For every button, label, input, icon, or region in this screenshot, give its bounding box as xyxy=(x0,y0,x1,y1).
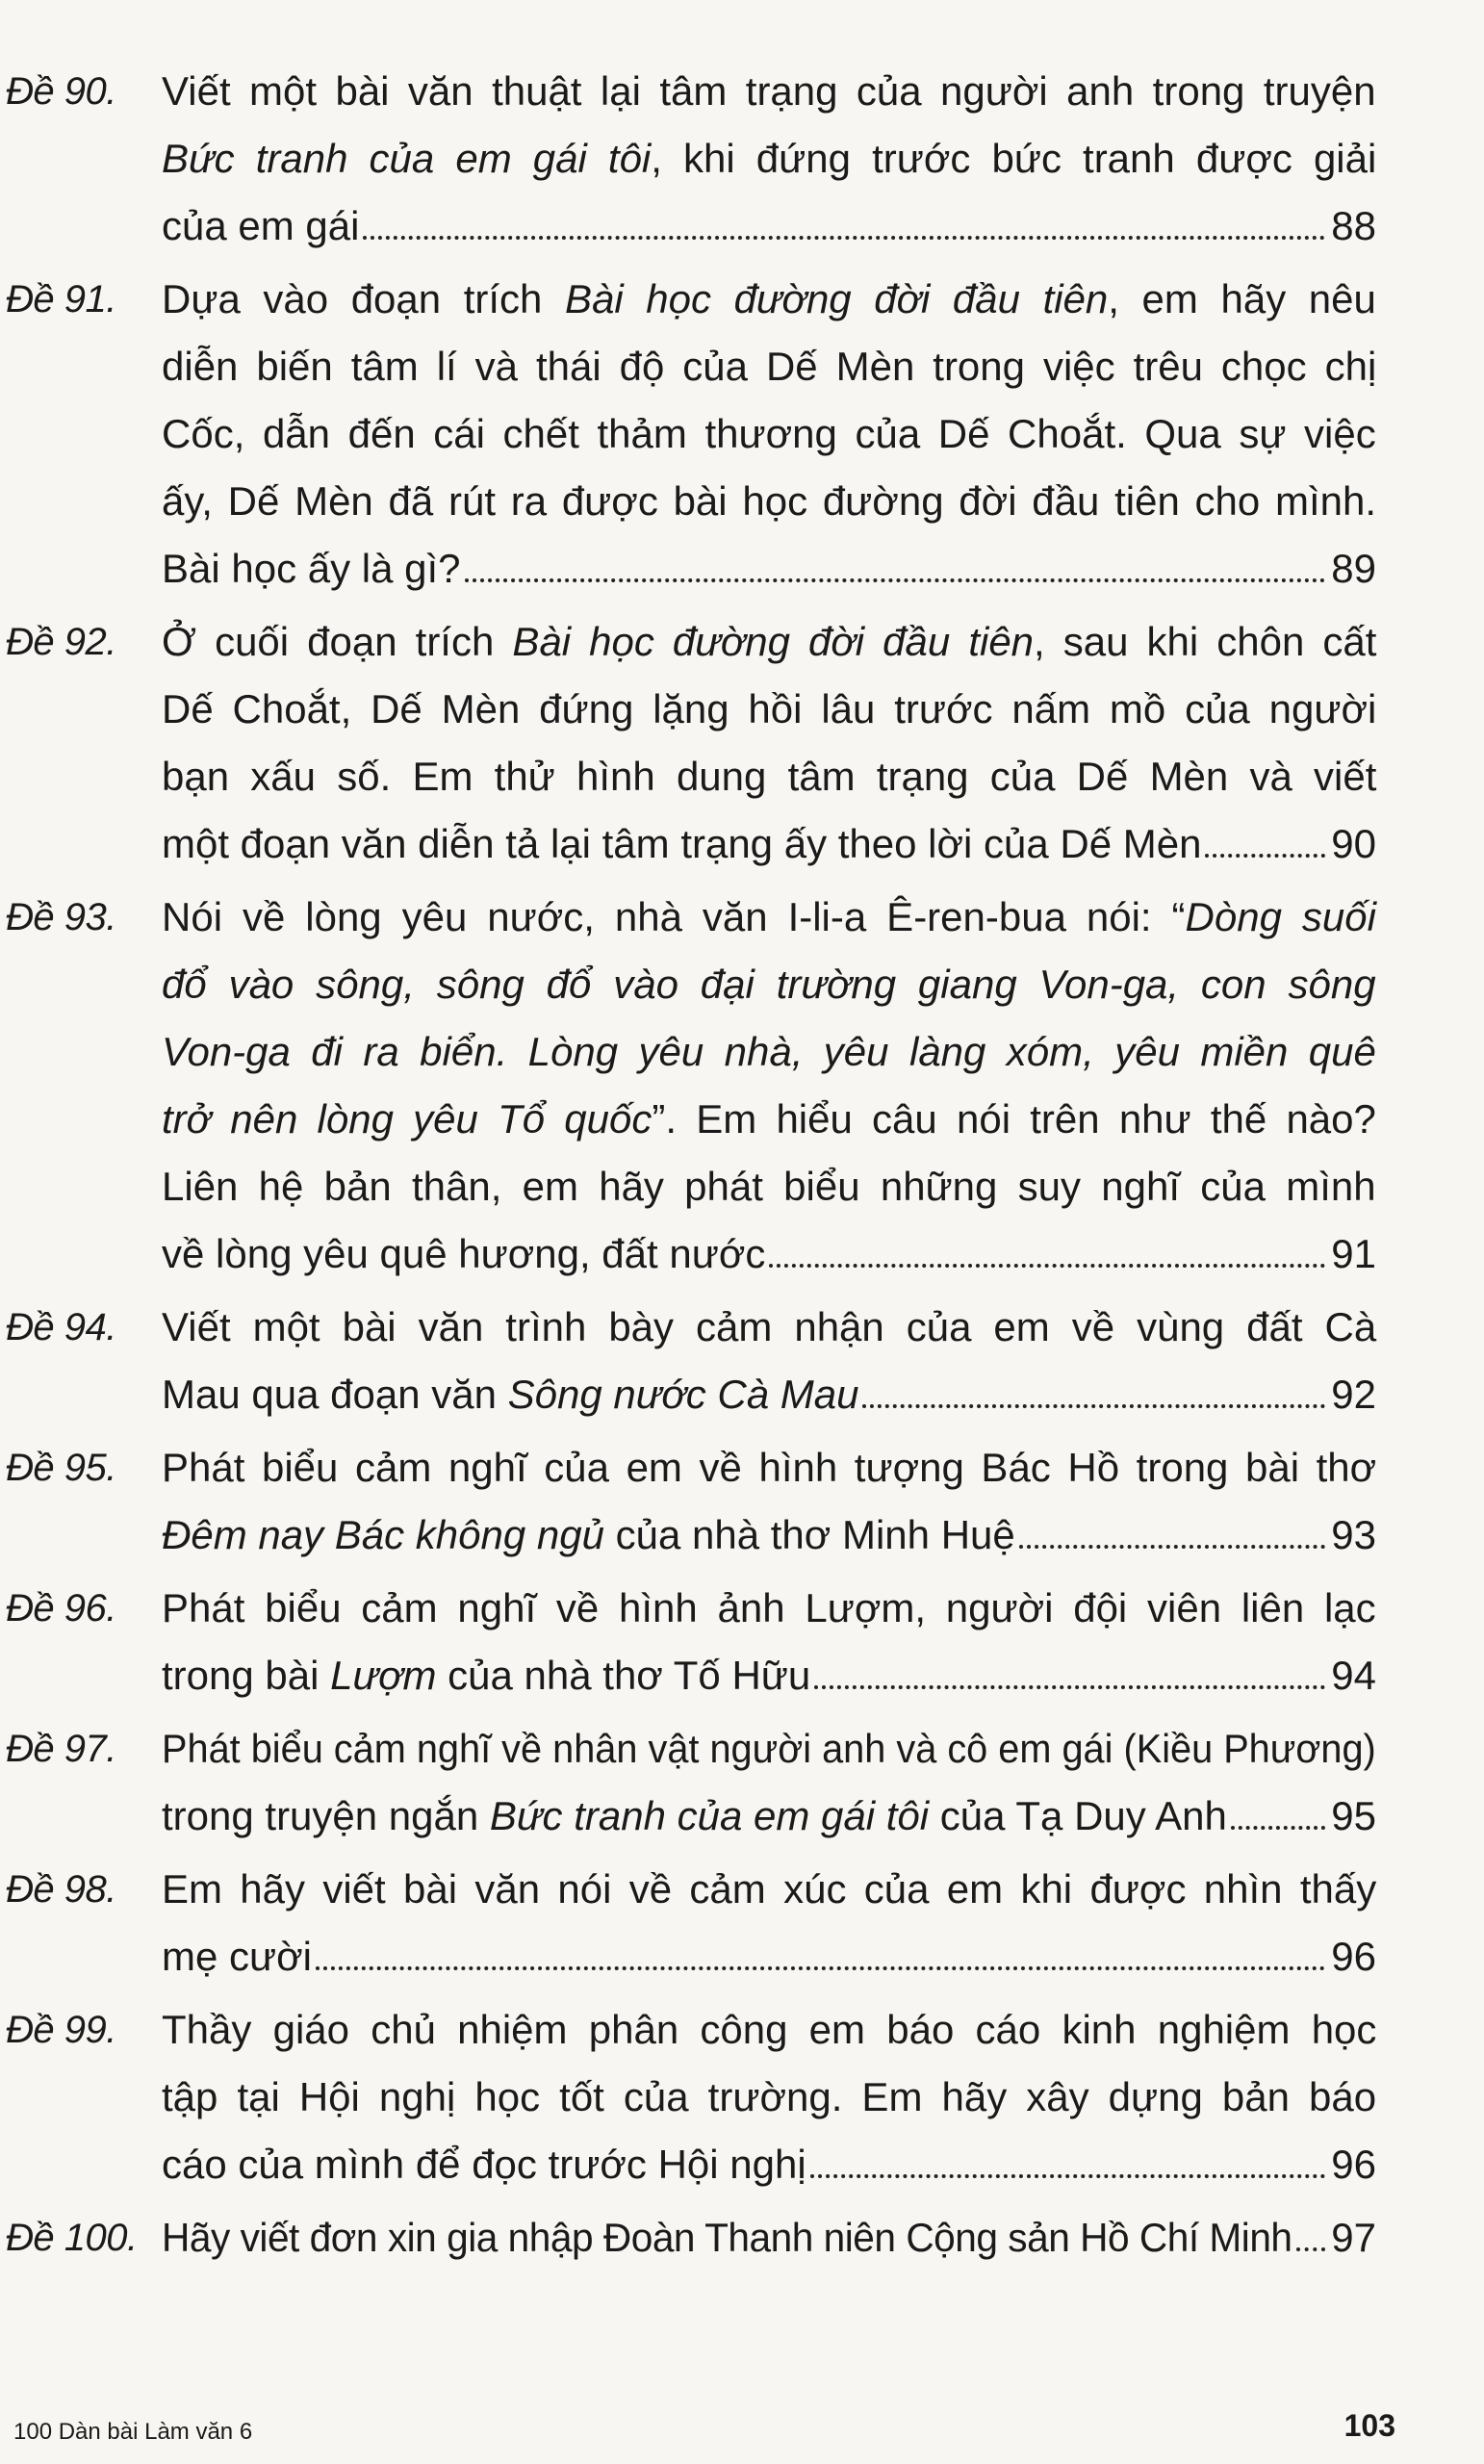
toc-entry-line xyxy=(162,951,1376,1018)
toc-entry-number: Đề 100. xyxy=(6,2217,138,2259)
toc-entry-number: Đề 97. xyxy=(6,1728,116,1770)
toc-entry-text: Cốc, dẫn đến cái chết thảm thương của Dế Choắt. Qua sự việc xyxy=(162,411,1376,456)
toc-entry-number: Đề 92. xyxy=(6,621,116,663)
toc-entry xyxy=(0,1856,1484,1990)
toc-entry-line xyxy=(162,1642,1376,1709)
toc-entry-number: Đề 96. xyxy=(6,1587,116,1630)
toc-entry-line xyxy=(162,2064,1376,2131)
toc-page-number: 96 xyxy=(1331,2142,1376,2187)
dot-leader xyxy=(1231,1826,1325,1830)
toc-entry-number: Đề 98. xyxy=(6,1868,116,1911)
toc-entry xyxy=(0,608,1484,878)
dot-leader xyxy=(862,1404,1325,1408)
toc-entry-text: về lòng yêu quê hương, đất nước xyxy=(162,1231,766,1276)
toc-entry-line xyxy=(162,743,1376,810)
toc-entry-text: trong truyện ngắn Bức tranh của em gái tôi của Tạ Duy Anh xyxy=(162,1793,1227,1838)
toc-page-number: 92 xyxy=(1331,1372,1376,1417)
toc-entry-line xyxy=(162,1153,1376,1220)
toc-entry-line xyxy=(162,535,1376,603)
toc-entry-line xyxy=(162,1575,1376,1642)
toc-entry-text: Dựa vào đoạn trích Bài học đường đời đầu tiên, em hãy nêu xyxy=(162,276,1376,321)
toc-entry-line xyxy=(162,266,1376,333)
dot-leader xyxy=(814,1685,1325,1689)
toc-entry-line xyxy=(162,1856,1376,1923)
toc-entry-text: Ở cuối đoạn trích Bài học đường đời đầu tiên, sau khi chôn cất xyxy=(162,619,1377,664)
toc-entry xyxy=(0,266,1484,603)
toc-entry-line xyxy=(162,468,1376,535)
toc-entry-line xyxy=(162,1783,1376,1850)
toc-entry-text: trở nên lòng yêu Tổ quốc”. Em hiểu câu nói trên như thế nào? xyxy=(162,1096,1376,1142)
toc-entry-line xyxy=(162,1434,1376,1502)
toc-entry-line xyxy=(162,1923,1376,1990)
toc-page-number: 95 xyxy=(1331,1793,1376,1838)
toc-entry-text: Viết một bài văn thuật lại tâm trạng của người anh trong truyện xyxy=(162,68,1376,114)
toc-entry-text: Hãy viết đơn xin gia nhập Đoàn Thanh niên Cộng sản Hồ Chí Minh xyxy=(162,2215,1292,2260)
toc-entry-text: Von-ga đi ra biển. Lòng yêu nhà, yêu làng xóm, yêu miền quê xyxy=(162,1029,1376,1074)
toc-entry-text: Nói về lòng yêu nước, nhà văn I-li-a Ê-ren-bua nói: “Dòng suối xyxy=(162,894,1376,939)
toc-entry-text: Bài học ấy là gì? xyxy=(162,546,461,591)
toc-entry-line xyxy=(162,1294,1376,1361)
toc-entry-line xyxy=(162,608,1376,676)
toc-entry-text: đổ vào sông, sông đổ vào đại trường giang Von-ga, con sông xyxy=(162,962,1376,1007)
toc-entry xyxy=(0,1996,1484,2198)
toc-entry-line xyxy=(162,810,1376,878)
toc-entry xyxy=(0,2204,1484,2272)
toc-entry-text: của em gái xyxy=(162,203,360,248)
toc-entry-number: Đề 95. xyxy=(6,1447,116,1489)
toc-entry-text: bạn xấu số. Em thử hình dung tâm trạng của Dế Mèn và viết xyxy=(162,754,1377,799)
footer-page-number: 103 xyxy=(1343,2408,1395,2443)
toc-entry xyxy=(0,884,1484,1288)
dot-leader xyxy=(810,2174,1326,2178)
toc-entry xyxy=(0,1715,1484,1850)
toc-entry-text: Liên hệ bản thân, em hãy phát biểu những suy nghĩ của mình xyxy=(162,1164,1376,1209)
toc-entry-text: Dế Choắt, Dế Mèn đứng lặng hồi lâu trước nấm mồ của người xyxy=(162,686,1377,732)
toc-entry-line xyxy=(162,1715,1376,1783)
toc-page-number: 88 xyxy=(1331,203,1376,248)
toc-page-number: 94 xyxy=(1331,1653,1376,1698)
toc-entry-text: Phát biểu cảm nghĩ của em về hình tượng Bác Hồ trong bài thơ xyxy=(162,1445,1377,1490)
toc-entry-text: mẹ cười xyxy=(162,1934,313,1979)
toc-entry-text: Em hãy viết bài văn nói về cảm xúc của em khi được nhìn thấy xyxy=(162,1866,1377,1912)
dot-leader xyxy=(465,578,1326,582)
toc-page-number: 91 xyxy=(1331,1231,1376,1276)
toc-entry-text: diễn biến tâm lí và thái độ của Dế Mèn trong việc trêu chọc chị xyxy=(162,344,1377,389)
toc-entry-number: Đề 90. xyxy=(6,70,116,113)
toc-entry-line xyxy=(162,1086,1376,1153)
toc-entry-text: Đêm nay Bác không ngủ của nhà thơ Minh Huệ xyxy=(162,1512,1015,1557)
toc-entry-number: Đề 91. xyxy=(6,278,116,321)
toc-entry-text: tập tại Hội nghị học tốt của trường. Em hãy xây dựng bản báo xyxy=(162,2074,1377,2119)
toc-entry-number: Đề 93. xyxy=(6,896,116,938)
dot-leader xyxy=(1205,854,1325,858)
toc-entry xyxy=(0,1294,1484,1428)
dot-leader xyxy=(1296,2247,1326,2251)
toc-entry-line xyxy=(162,1502,1376,1569)
toc-entry-line xyxy=(162,192,1376,260)
toc-page-number: 89 xyxy=(1331,546,1376,591)
toc-entry-line xyxy=(162,676,1376,743)
toc-entry-text: Mau qua đoạn văn Sông nước Cà Mau xyxy=(162,1372,859,1417)
toc-page-number: 96 xyxy=(1331,1934,1376,1979)
toc-entry-line xyxy=(162,1361,1376,1428)
toc-entry-line xyxy=(162,2204,1376,2272)
toc-entry-line xyxy=(162,333,1376,400)
toc-entry-line xyxy=(162,400,1376,468)
toc-entry-text: cáo của mình để đọc trước Hội nghị xyxy=(162,2142,806,2187)
toc-entry xyxy=(0,1575,1484,1709)
toc-entry-number: Đề 94. xyxy=(6,1306,116,1348)
toc-entry-text: ấy, Dế Mèn đã rút ra được bài học đường đời đầu tiên cho mình. xyxy=(162,478,1377,524)
toc-entry-text: trong bài Lượm của nhà thơ Tố Hữu xyxy=(162,1653,811,1698)
dot-leader xyxy=(769,1264,1325,1268)
toc-entry-line xyxy=(162,2131,1376,2198)
toc-entry-line xyxy=(162,125,1376,192)
toc-entry-text: Bức tranh của em gái tôi, khi đứng trước bức tranh được giải xyxy=(162,136,1377,181)
toc-entry-text: Viết một bài văn trình bày cảm nhận của em về vùng đất Cà xyxy=(162,1304,1377,1349)
toc-entry-line xyxy=(162,884,1376,951)
toc-entry-line xyxy=(162,1018,1376,1086)
dot-leader xyxy=(316,1966,1325,1970)
toc-entry-line xyxy=(162,1220,1376,1288)
toc-entry-line xyxy=(162,1996,1376,2064)
toc-entry-text: Phát biểu cảm nghĩ về nhân vật người anh và cô em gái (Kiều Phương) xyxy=(162,1726,1376,1771)
toc-page-number: 93 xyxy=(1331,1512,1376,1557)
toc-page-number: 90 xyxy=(1331,821,1376,866)
toc-entry xyxy=(0,1434,1484,1569)
dot-leader xyxy=(363,236,1325,240)
table-of-contents xyxy=(0,58,1484,2277)
toc-entry-line xyxy=(162,58,1376,125)
footer-book-title: 100 Dàn bài Làm văn 6 xyxy=(13,2419,253,2445)
dot-leader xyxy=(1019,1545,1326,1549)
toc-entry-text: Thầy giáo chủ nhiệm phân công em báo cáo kinh nghiệm học xyxy=(162,2007,1377,2052)
toc-entry-number: Đề 99. xyxy=(6,2009,116,2051)
toc-entry-text: Phát biểu cảm nghĩ về hình ảnh Lượm, người đội viên liên lạc xyxy=(162,1585,1376,1630)
toc-entry xyxy=(0,58,1484,260)
toc-entry-text: một đoạn văn diễn tả lại tâm trạng ấy theo lời của Dế Mèn xyxy=(162,821,1202,866)
toc-page-number: 97 xyxy=(1331,2215,1376,2260)
